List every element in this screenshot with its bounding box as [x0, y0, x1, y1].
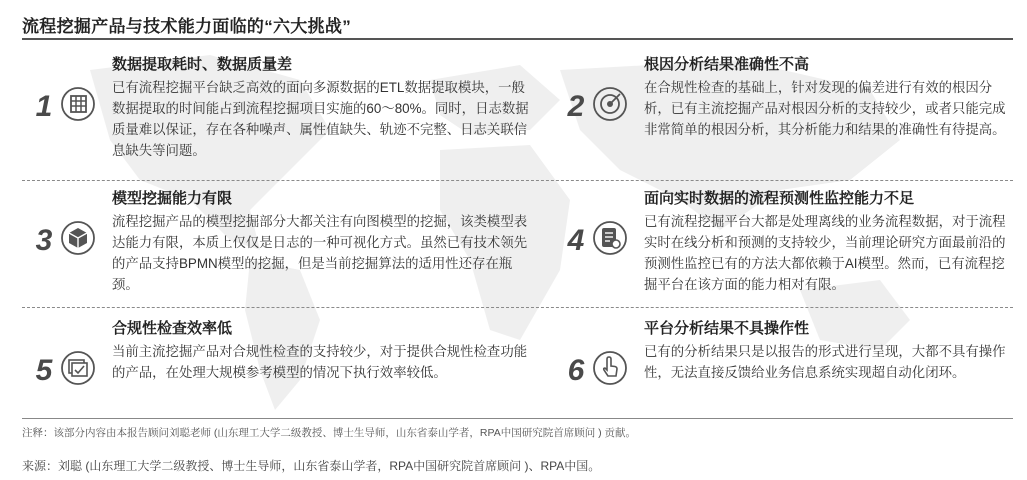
challenge-heading: 面向实时数据的流程预测性监控能力不足 — [644, 190, 915, 207]
challenge-body: 流程挖掘产品的模型挖掘部分大都关注有向图模型的挖掘，该类模型表达能力有限，本质上仅仅是日志的一种可视化方式。虽然已有技术领先的产品支持BPMN模型的挖掘，但是当前挖掘算法的适用性还存在瓶颈。 — [112, 214, 528, 292]
challenge-card-5 — [35, 320, 532, 387]
challenge-number: 3 — [35, 224, 53, 257]
challenge-body: 当前主流挖掘产品对合规性检查的支持较少，对于提供合规性检查功能的产品，在处理大规模参考模型的情况下执行效率较低。 — [112, 344, 528, 380]
challenge-number: 4 — [567, 224, 585, 257]
section-divider — [22, 180, 1013, 181]
page-title: 流程挖掘产品与技术能力面临的“六大挑战” — [22, 17, 351, 36]
challenge-heading: 模型挖掘能力有限 — [112, 190, 233, 207]
challenge-card-2 — [567, 56, 1009, 140]
challenge-number: 1 — [35, 90, 53, 123]
target-icon — [590, 84, 630, 124]
challenge-number: 5 — [35, 354, 53, 387]
challenge-body: 已有流程挖掘平台缺乏高效的面向多源数据的ETL数据提取模块，一般数据提取的时间能占到流程挖掘项目实施的60～80%。同时，日志数据质量难以保证，存在各种噪声、属性值缺失、轨迹不完整、日志关联信息缺失等问题。 — [112, 80, 529, 158]
footer-divider — [22, 418, 1013, 419]
challenge-card-1 — [35, 56, 532, 161]
footnote: 注释：该部分内容由本报告顾问刘聪老师 (山东理工大学二级教授、博士生导师，山东省泰山学者，RPA中国研究院首席顾问 ) 贡献。 — [22, 427, 637, 439]
source-line: 来源：刘聪 (山东理工大学二级教授、博士生导师，山东省泰山学者，RPA中国研究院首席顾问 )、RPA中国。 — [22, 459, 601, 473]
challenge-heading: 平台分析结果不具操作性 — [644, 320, 810, 337]
challenge-body: 已有的分析结果只是以报告的形式进行呈现，大都不具有操作性，无法直接反馈给业务信息系统实现超自动化闭环。 — [644, 344, 1006, 380]
challenge-heading: 合规性检查效率低 — [112, 320, 233, 337]
challenge-card-6 — [567, 320, 1009, 387]
checklist-window-icon — [58, 348, 98, 388]
section-divider — [22, 307, 1013, 308]
challenge-card-3 — [35, 190, 532, 295]
challenge-heading: 根因分析结果准确性不高 — [644, 56, 810, 73]
database-icon — [58, 84, 98, 124]
cube-icon — [58, 218, 98, 258]
challenge-card-4 — [567, 190, 1009, 295]
hand-pointer-icon — [590, 348, 630, 388]
document-settings-icon — [590, 218, 630, 258]
challenge-number: 6 — [567, 354, 585, 387]
challenge-body: 已有流程挖掘平台大都是处理离线的业务流程数据，对于流程实时在线分析和预测的支持较少，当前理论研究方面最前沿的预测性监控已有的方法大都依赖于AI模型。然而，已有流程挖掘平台在该方面的能力相对有限。 — [644, 214, 1006, 292]
challenge-heading: 数据提取耗时、数据质量差 — [112, 56, 293, 73]
challenge-body: 在合规性检查的基础上，针对发现的偏差进行有效的根因分析，已有主流挖掘产品对根因分析的支持较少，或者只能完成非常简单的根因分析，其分析能力和结果的准确性有待提高。 — [644, 80, 1006, 137]
challenge-number: 2 — [567, 90, 585, 123]
